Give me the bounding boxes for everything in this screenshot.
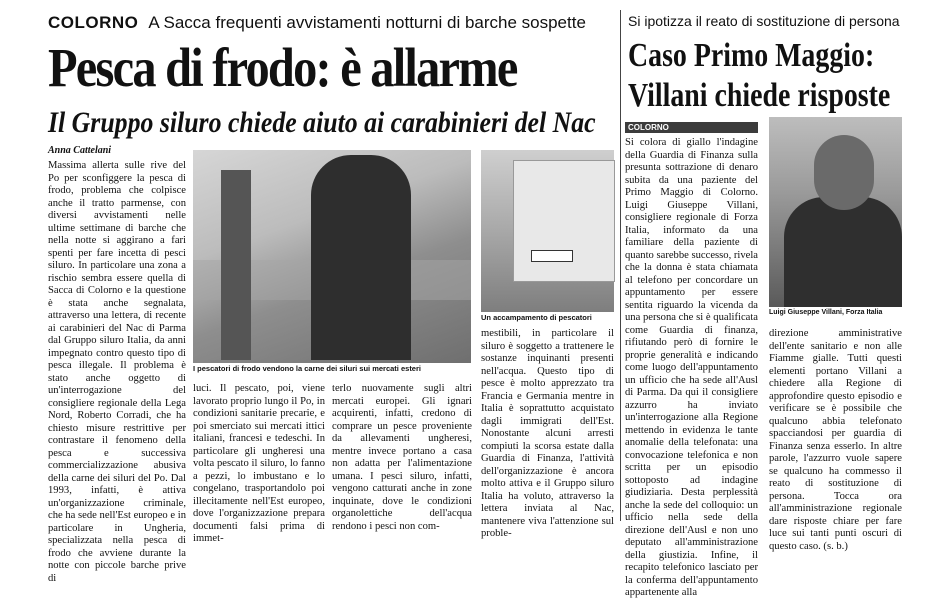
right-column-1-text: Si colora di giallo l'indagine della Guardia di Finanza sulla presunta sottrazione di denaro subita da una paziente del Primo Maggio di Colorno. Luigi Giuseppe Villani, consigliere regionale di Forza Italia, informato da una familiare della paziente di quanto sarebbe successo, rivela che la donna è stata chiamata al telefono per concordare un appuntamento per essere sentita riguardo la vicenda da una persona che si è qualificata come Guardia di finanza, rifiutando però di fornire le proprie generalità e indicando come luogo dell'appuntamento un ufficio che ha sede all'Ausl di Parma. Da qui il consigliere azzurro ha inviato un'interrogazione alla Regione mettendo in evidenza le tante anomalie della telefonata: una convocazione telefonica e non scritta per un episodio sottoposto ad indagine giudiziaria. Desta perplessità anche la sede del colloquio: un ufficio nella sede della direzione dell'Ausl e non uno deputato all'amministrazione della giustizia. Infine, il recapito telefonico lasciato per la conferma dell'appuntamento appartenente alla	[625, 137, 758, 598]
article-column-3	[332, 383, 472, 532]
right-column-2-text: direzione amministrative dell'ente sanitario e non alle Fiamme gialle. Tutti questi elementi portano Villani a chiedere alla Regione di approfondire questo episodio e verificare se è possibile che qualcuno abbia telefonato spacciandosi per guardia di Finanza senza esserlo. In altre parole, l'azzurro vuole sapere se qualcuno ha commesso il reato di sostituzione di persona. Tocca ora all'amministrazione regionale dare risposte chiare per fare luce sui tanti punti oscuri di questo caso. (s. b.)	[769, 328, 902, 552]
byline: Anna Cattelani	[48, 145, 112, 156]
column-divider	[620, 10, 621, 521]
right-kicker: Si ipotizza il reato di sostituzione di persona	[628, 13, 900, 29]
headline: Pesca di frodo: è allarme	[48, 37, 517, 98]
photo-camp-caption: Un accampamento di pescatori	[481, 313, 592, 322]
kicker-place: COLORNO	[48, 13, 139, 32]
photo-villani	[769, 117, 902, 307]
kicker-text: A Sacca frequenti avvistamenti notturni di barche sospette	[148, 13, 586, 32]
photo-camp	[481, 150, 614, 312]
article-column-1-text: Massima allerta sulle rive del Po per sconfiggere la pesca di frodo, problema che colpisce anche il tratto parmense, con diversi avvistamenti nelle ultime settimane di barche che nella notte si aggirano a fari spenti per fare incetta di pesci siluro. In particolare una zona a rischio sembra essere quella di Sacca di Colorno e la questione è stata anche segnalata, attraverso una lettera, di recente ai carabinieri del Nac di Parma dal Gruppo siluro Italia, da anni impegnato contro questo tipo di pesca illegale. Il problema è stato anche oggetto di un'interrogazione del consigliere regionale della Lega Nord, Roberto Corradi, che ha chiesto misure restrittive per contrastare il fenomeno della pesca e successiva commercializzazione abusiva della carne dei siluri del Po. Dal 1993, infatti, è attiva un'organizzazione criminale, che ha sede nell'Est europeo e in particolare in Ungheria, specializzata nella pesca di frodo che avviene durante la notte con piccole barche prive di	[48, 160, 186, 584]
photo-fishermen	[193, 150, 471, 363]
article-column-4	[481, 328, 614, 539]
photo-villani-caption: Luigi Giuseppe Villani, Forza Italia	[769, 309, 883, 316]
right-headline-line1: Caso Primo Maggio:	[628, 37, 875, 74]
article-column-4-text: mestibili, in particolare il siluro è soggetto a trattenere le sostanze inquinanti presenti nell'acqua. Questo tipo di pesce è molto apprezzato tra Francia e Germania mentre in Italia è soprattutto acquistato dagli immigrati dell'Est. Nonostante alcuni arresti compiuti la scorsa estate dalla Guardia di Finanza, l'attività dell'organizzazione è ancora molto attiva e il Gruppo siluro Italia ha voluto, attraverso la lettera inviata al Nac, mantenere viva l'attenzione sul proble-	[481, 328, 614, 539]
article-column-2-text: luci. Il pescato, poi, viene lavorato proprio lungo il Po, in condizioni sanitarie precarie, e poi smerciato sui mercati ittici italiani, francesi e tedeschi. In particolare gli ungheresi una volta pescato il siluro, lo fanno a pezzi, lo imbustano e lo congelano, trasportandolo poi illecitamente nell'Est europeo, dove l'organizzazione prepara documenti falsi prima di immet-	[193, 383, 325, 544]
article-column-1	[48, 160, 186, 584]
right-headline-line2: Villani chiede risposte	[628, 77, 891, 114]
kicker	[48, 13, 586, 33]
subhead: Il Gruppo siluro chiede aiuto ai carabinieri del Nac	[48, 106, 596, 139]
right-column-1	[625, 137, 758, 598]
right-headline	[628, 36, 890, 116]
photo-fishermen-caption: I pescatori di frodo vendono la carne dei siluri sui mercati esteri	[193, 364, 421, 373]
section-tag: COLORNO	[625, 122, 758, 133]
article-column-3-text: terlo nuovamente sugli altri mercati europei. Gli ignari acquirenti, infatti, credono di comprare un pesce proveniente da allevamenti ungheresi, mentre invece portano a casa non adatta per l'alimentazione umana. I pesci siluro, infatti, vengono catturati anche in zone inquinate, dove le condizioni organolettiche dell'acqua rendono i pesci non com-	[332, 383, 472, 532]
article-column-2	[193, 383, 325, 544]
right-column-2	[769, 328, 902, 552]
